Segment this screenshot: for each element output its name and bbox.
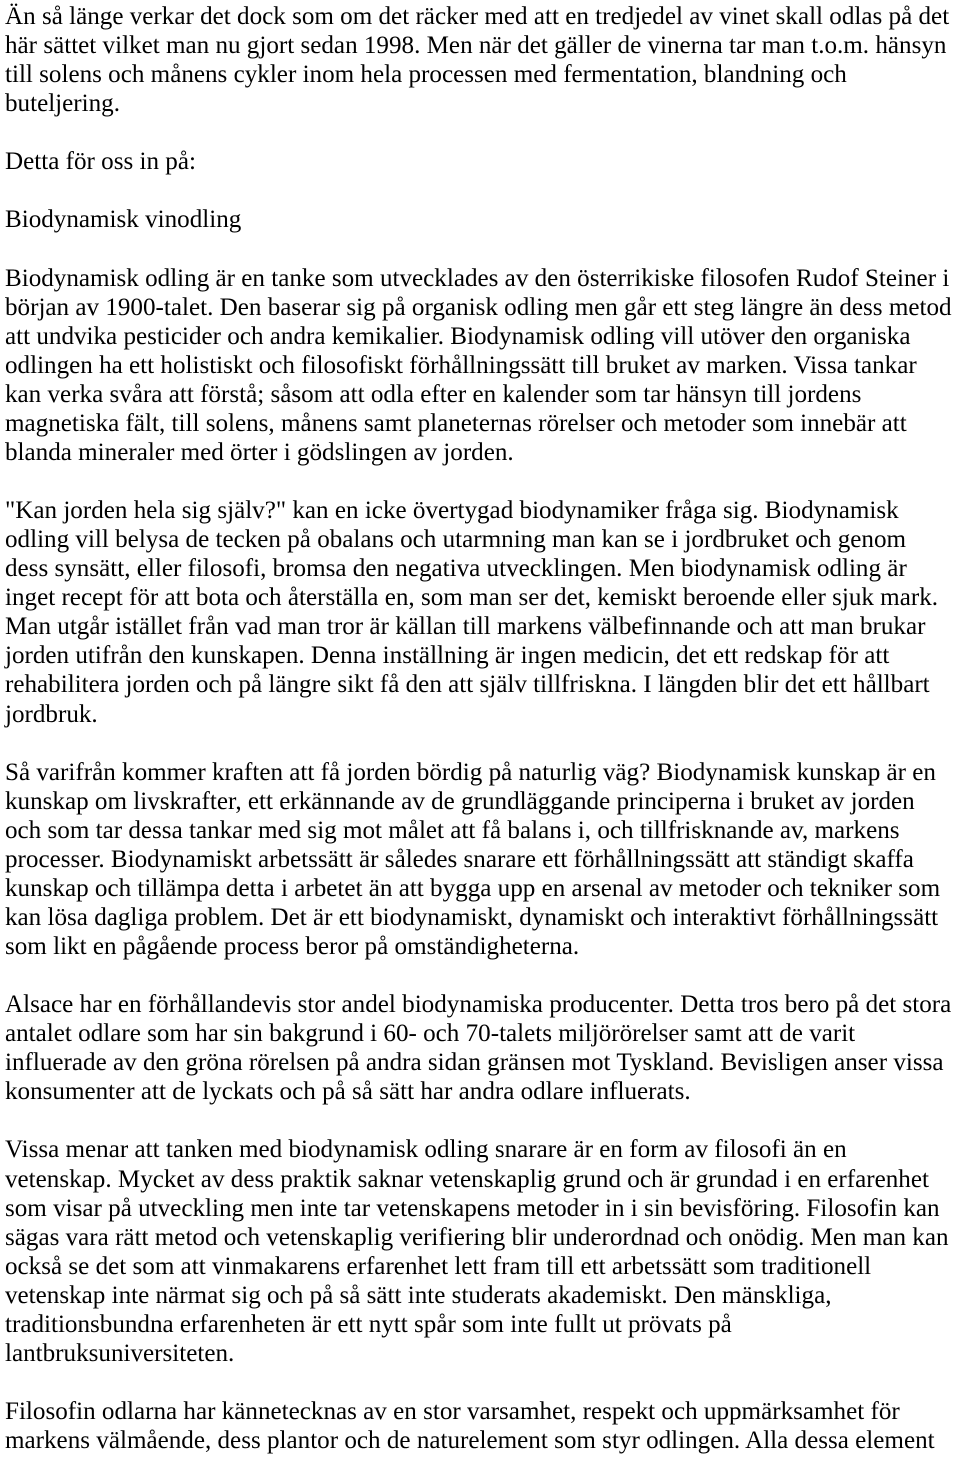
- body-paragraph: [5, 990, 960, 1106]
- text-line: influerade av den gröna rörelsen på andra sidan gränsen mot Tyskland. Bevisligen anser vissa: [5, 1049, 944, 1077]
- text-line: vetenskap inte närmat sig och på så sätt inte studerats akademiskt. Den mänskliga,: [5, 1281, 832, 1309]
- text-line: Filosofin odlarna har kännetecknas av en stor varsamhet, respekt och uppmärksamhet för: [5, 1398, 900, 1425]
- text-line: traditionsbundna erfarenheten är ett nytt spår som inte fullt ut prövats på: [5, 1310, 732, 1338]
- text-line: som visar på utveckling men inte tar vetenskapens metoder in i sin bevisföring. Filosofin kan: [5, 1194, 940, 1222]
- text-line: kan verka svåra att förstå; såsom att odla efter en kalender som tar hänsyn till jordens: [5, 380, 862, 408]
- text-line: också se det som att vinmakarens erfarenhet lett fram till ett arbetssätt som traditionell: [5, 1252, 872, 1280]
- text-line: inget recept för att bota och återställa en, som man ser det, kemiskt beroende eller sjuk mark.: [5, 584, 939, 612]
- text-line: markens välmående, dess plantor och de naturelement som styr odlingen. Alla dessa element: [5, 1427, 935, 1455]
- text-line: Så varifrån kommer kraften att få jorden bördig på naturlig väg? Biodynamisk kunskap är en: [5, 758, 936, 786]
- text-line: Alsace har en förhållandevis stor andel biodynamiska producenter. Detta tros bero på det stora: [5, 991, 952, 1019]
- section-heading: Biodynamisk vinodling: [5, 206, 242, 234]
- text-line: början av 1900-talet. Den baserar sig på organisk odling men går ett steg längre än dess metod: [5, 293, 952, 321]
- text-line: magnetiska fält, till solens, månens samt planeternas rörelser och metoder som innebär att: [5, 409, 907, 437]
- body-paragraph: [5, 264, 960, 467]
- body-text: [5, 264, 960, 1456]
- text-line: sägas vara rätt metod och vetenskaplig verifiering blir underordnad och onödig. Men man kan: [5, 1223, 949, 1251]
- text-line: blanda mineraler med örter i gödslingen av jorden.: [5, 438, 514, 466]
- text-line: jordbruk.: [5, 700, 98, 728]
- text-line: Vissa menar att tanken med biodynamisk odling snarare är en form av filosofi än en: [5, 1136, 847, 1164]
- text-line: lantbruksuniversiteten.: [5, 1339, 235, 1367]
- text-line: att undvika pesticider och andra kemikalier. Biodynamisk odling vill utöver den organiska: [5, 322, 911, 350]
- text-line: kunskap och tillämpa detta i arbetet än att bygga upp en arsenal av metoder och tekniker som: [5, 874, 941, 902]
- body-paragraph: [5, 1397, 960, 1455]
- text-line: rehabilitera jorden och på längre sikt få den att själv tillfriskna. I längden blir det ett hållbart: [5, 671, 930, 699]
- body-paragraph: [5, 758, 960, 961]
- text-line: dess synsätt, eller filosofi, bromsa den negativa utvecklingen. Men biodynamisk odling är: [5, 555, 907, 583]
- text-line: kunskap om livskrafter, ett erkännande av de grundläggande principerna i bruket av jorden: [5, 787, 915, 815]
- text-line: konsumenter att de lyckats och på så sätt har andra odlare influerats.: [5, 1078, 691, 1106]
- lead-in-text: Detta för oss in på:: [5, 148, 196, 176]
- text-line: odling vill belysa de tecken på obalans och utarmning man kan se i jordbruket och genom: [5, 526, 907, 554]
- text-line: antalet odlare som har sin bakgrund i 60- och 70-talets miljörörelser samt att de varit: [5, 1020, 856, 1048]
- text-line: kan lösa dagliga problem. Det är ett biodynamiskt, dynamiskt och interaktivt förhållningssätt: [5, 903, 939, 931]
- text-line: processer. Biodynamiskt arbetssätt är således snarare ett förhållningssätt att ständigt skaffa: [5, 845, 914, 873]
- text-line: här sättet vilket man nu gjort sedan 1998. Men när det gäller de vinerna tar man t.o.m. hänsyn: [5, 32, 947, 60]
- text-line: Än så länge verkar det dock som om det räcker med att en tredjedel av vinet skall odlas på det: [5, 3, 950, 30]
- text-line: Man utgår istället från vad man tror är källan till markens välbefinnande och att man brukar: [5, 613, 926, 641]
- text-line: och som tar dessa tankar med sig mot målet att få balans i, och tillfrisknande av, markens: [5, 816, 900, 844]
- text-line: Biodynamisk odling är en tanke som utvecklades av den österrikiske filosofen Rudof Steiner i: [5, 264, 950, 292]
- text-line: odlingen ha ett holistiskt och filosofiskt förhållningssätt till bruket av marken. Vissa tankar: [5, 351, 917, 379]
- text-line: vetenskap. Mycket av dess praktik saknar vetenskaplig grund och är grundad i en erfarenhet: [5, 1165, 929, 1193]
- text-line: till solens och månens cykler inom hela processen med fermentation, blandning och: [5, 61, 847, 89]
- intro-paragraph: [5, 2, 960, 118]
- body-paragraph: [5, 1135, 960, 1368]
- text-line: buteljering.: [5, 90, 120, 118]
- body-paragraph: [5, 496, 960, 729]
- text-line: som likt en pågående process beror på omständigheterna.: [5, 933, 580, 960]
- text-line: "Kan jorden hela sig själv?" kan en icke övertygad biodynamiker fråga sig. Biodynamisk: [5, 497, 899, 525]
- text-line: jorden utifrån den kunskapen. Denna inställning är ingen medicin, det ett redskap för att: [5, 642, 890, 670]
